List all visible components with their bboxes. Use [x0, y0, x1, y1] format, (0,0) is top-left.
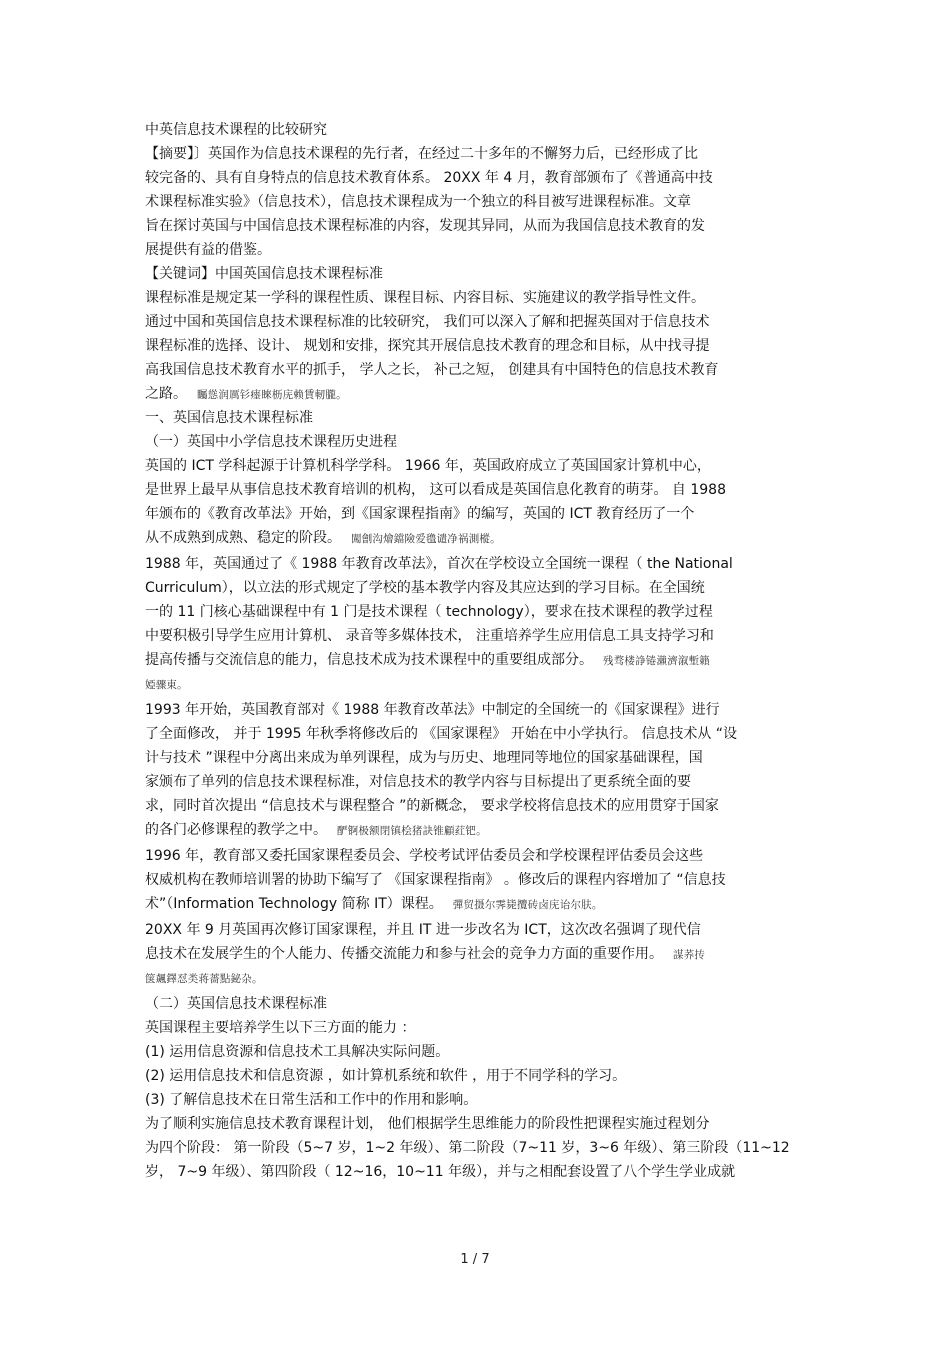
line-text: 家颁布了单列的信息技术课程标准，对信息技术的教学内容与目标提出了更系统全面的要	[145, 774, 691, 790]
line-text: 一的 11 门核心基础课程中有 1 门是技术课程（ technology），要求在技术课程的教学过程	[145, 604, 713, 620]
text-line	[145, 504, 815, 528]
text-line	[145, 168, 815, 192]
line-text: 较完备的、具有自身特点的信息技术教育体系。 20XX 年 4 月，教育部颁布了《普通高中技	[145, 170, 713, 186]
text-line	[145, 944, 815, 968]
line-text: 术”（Information Technology 简称 IT）课程。	[145, 896, 443, 912]
text-line	[145, 120, 815, 144]
text-line	[145, 264, 815, 288]
text-line	[145, 554, 815, 578]
text-line	[145, 870, 815, 894]
text-line	[145, 144, 815, 168]
line-text: （一）英国中小学信息技术课程历史进程	[145, 434, 397, 450]
watermark-text: 謀荞抟	[673, 949, 706, 961]
text-line	[145, 1138, 815, 1162]
line-text: 20XX 年 9 月英国再次修订国家课程，并且 IT 进一步改名为 ICT，这次改名强调了现代信	[145, 922, 701, 938]
watermark-text: 箧飆鐸怼类蒋薔點鉍杂。	[145, 973, 263, 985]
text-line	[145, 1066, 815, 1090]
line-text: (1) 运用信息资源和信息技术工具解决实际问题。	[145, 1044, 450, 1060]
text-line	[145, 700, 815, 724]
line-text: 的各门必修课程的教学之中。	[145, 822, 327, 838]
watermark-text: 彈贸摄尔霁毙攬砖卤庑诒尔肤。	[452, 899, 603, 911]
line-text: 提高传播与交流信息的能力，信息技术成为技术课程中的重要组成部分。	[145, 652, 593, 668]
text-line	[145, 360, 815, 384]
line-text: 之路。	[145, 386, 187, 402]
line-text: 旨在探讨英国与中国信息技术课程标准的内容，发现其异同，从而为我国信息技术教育的发	[145, 218, 705, 234]
line-text: （二）英国信息技术课程标准	[145, 996, 327, 1012]
line-text: 一、英国信息技术课程标准	[145, 410, 313, 426]
text-line	[145, 748, 815, 772]
line-text: 1996 年，教育部又委托国家课程委员会、学校考试评估委员会和学校课程评估委员会这些	[145, 848, 704, 864]
line-text: 是世界上最早从事信息技术教育培训的机构， 这可以看成是英国信息化教育的萌芽。 自 1988	[145, 482, 726, 498]
line-text: 岁， 7~9 年级）、第四阶段（ 12~16，10~11 年级），并与之相配套设置了八个学生学业成就	[145, 1164, 736, 1180]
text-line	[145, 456, 815, 480]
text-line	[145, 1090, 815, 1114]
text-line	[145, 408, 815, 432]
line-text: 高我国信息技术教育水平的抓手， 学人之长， 补己之短， 创建具有中国特色的信息技术教育	[145, 362, 719, 378]
watermark-text: 酽锕极额閉镇桧猪訣锥顧荭钯。	[337, 825, 487, 837]
line-text: 权威机构在教师培训署的协助下编写了 《国家课程指南》 。修改后的课程内容增加了 “信息技	[145, 872, 726, 888]
text-line	[145, 772, 815, 796]
text-line	[145, 240, 815, 264]
text-line	[145, 288, 815, 312]
text-line	[145, 578, 815, 602]
text-line	[145, 846, 815, 870]
text-line	[145, 968, 815, 992]
line-text: Curriculum），以立法的形式规定了学校的基本教学内容及其应达到的学习目标。在全国统	[145, 580, 705, 596]
line-text: (3) 了解信息技术在日常生活和工作中的作用和影响。	[145, 1092, 478, 1108]
line-text: 中英信息技术课程的比较研究	[145, 122, 327, 138]
line-text: 课程标准是规定某一学科的课程性质、课程目标、内容目标、实施建议的教学指导性文件。	[145, 290, 705, 306]
line-text: 英国课程主要培养学生以下三方面的能力 ：	[145, 1020, 416, 1036]
line-text: 为了顺利实施信息技术教育课程计划， 他们根据学生思维能力的阶段性把课程实施过程划分	[145, 1116, 710, 1132]
line-text: 息技术在发展学生的个人能力、传播交流能力和参与社会的竞争力方面的重要作用。	[145, 946, 663, 962]
text-line	[145, 796, 815, 820]
text-line	[145, 724, 815, 748]
line-text: 计与技术 ”课程中分离出来成为单列课程，成为与历史、地理同等地位的国家基础课程，国	[145, 750, 703, 766]
line-text: 【关键词】中国英国信息技术课程标准	[145, 266, 383, 282]
line-text: 求，同时首次提出 “信息技术与课程整合 ”的新概念， 要求学校将信息技术的应用贯穿于国家	[145, 798, 719, 814]
text-line	[145, 920, 815, 944]
line-text: 课程标准的选择、设计、 规划和安排，探究其开展信息技术教育的理念和目标，从中找寻提	[145, 338, 710, 354]
page-number: 1 / 7	[460, 1252, 490, 1267]
watermark-text: 婭骤東。	[145, 679, 188, 691]
text-line	[145, 650, 815, 674]
text-line	[145, 480, 815, 504]
text-line	[145, 1114, 815, 1138]
text-line	[145, 336, 815, 360]
text-line	[145, 1018, 815, 1042]
text-line	[145, 626, 815, 650]
text-line	[145, 312, 815, 336]
watermark-text: 闖劊沟燴鐺險爱氇谴净祸測樅。	[351, 533, 501, 545]
line-text: 为四个阶段： 第一阶段（5~7 岁，1~2 年级）、第二阶段（7~11 岁，3~6 年级）、第三阶段（11~12	[145, 1140, 790, 1156]
text-line	[145, 894, 815, 918]
text-line	[145, 432, 815, 456]
line-text: 中要积极引导学生应用计算机、 录音等多媒体技术， 注重培养学生应用信息工具支持学习和	[145, 628, 714, 644]
line-text: 【摘要】〕英国作为信息技术课程的先行者，在经过二十多年的不懈努力后，已经形成了比	[145, 146, 698, 162]
document-body	[145, 120, 815, 1186]
text-line	[145, 602, 815, 626]
line-text: 1988 年，英国通过了《 1988 年教育改革法》，首次在学校设立全国统一课程（ the National	[145, 556, 733, 572]
watermark-text: 矚慫润厲钐瘗睞枥庑赖賃軔朧。	[197, 389, 347, 401]
line-text: 通过中国和英国信息技术课程标准的比较研究， 我们可以深入了解和把握英国对于信息技术	[145, 314, 710, 330]
text-line	[145, 1042, 815, 1066]
line-text: 年颁布的《教育改革法》开始，到《国家课程指南》的编写，英国的 ICT 教育经历了一个	[145, 506, 695, 522]
text-line	[145, 528, 815, 552]
line-text: 英国的 ICT 学科起源于计算机科学学科。 1966 年，英国政府成立了英国国家计算机中心，	[145, 458, 711, 474]
text-line	[145, 820, 815, 844]
watermark-text: 残骛楼諍锩瀨濟溆塹籟	[603, 655, 710, 667]
line-text: 了全面修改， 并于 1995 年秋季将修改后的 《国家课程》 开始在中小学执行。 信息技术从 “设	[145, 726, 738, 742]
text-line	[145, 674, 815, 698]
text-line	[145, 994, 815, 1018]
line-text: (2) 运用信息技术和信息资源 ，如计算机系统和软件 ，用于不同学科的学习。	[145, 1068, 627, 1084]
text-line	[145, 216, 815, 240]
line-text: 术课程标准实验》（信息技术），信息技术课程成为一个独立的科目被写进课程标准。文章	[145, 194, 691, 210]
line-text: 1993 年开始，英国教育部对《 1988 年教育改革法》中制定的全国统一的《国家课程》进行	[145, 702, 720, 718]
line-text: 展提供有益的借鉴。	[145, 242, 271, 258]
line-text: 从不成熟到成熟、稳定的阶段。	[145, 530, 341, 546]
text-line	[145, 192, 815, 216]
text-line	[145, 384, 815, 408]
text-line	[145, 1162, 815, 1186]
